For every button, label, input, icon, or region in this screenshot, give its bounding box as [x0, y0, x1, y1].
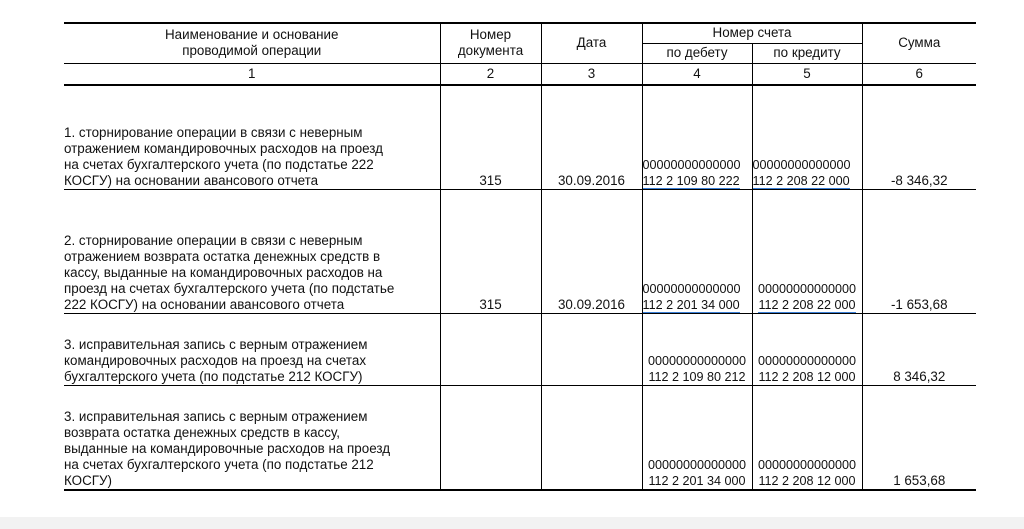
column-number: 1: [64, 63, 440, 85]
document-number: 315: [440, 189, 541, 313]
page-bottom-band: [0, 517, 1024, 529]
operation-sum: -8 346,32: [862, 85, 976, 189]
table-row: [64, 189, 976, 313]
debit-account: 00000000000000 112 2 109 80 212: [642, 313, 752, 385]
column-number: 3: [541, 63, 642, 85]
header-sum: Сумма: [862, 23, 976, 63]
column-number: 6: [862, 63, 976, 85]
column-number: 2: [440, 63, 541, 85]
operation-description: 3. исправительная запись с верным отражением возврата остатка денежных средств в кассу, выданные на командировочные расходов на проезд на счетах бухгалтерского учета (по подстатье 212 КОСГУ): [64, 385, 440, 490]
operation-date: 30.09.2016: [541, 189, 642, 313]
debit-account: 00000000000000 112 2 201 34 000: [642, 189, 752, 313]
debit-account: 00000000000000 112 2 109 80 222: [642, 85, 752, 189]
header-document-number: Номер документа: [440, 23, 541, 63]
operation-description: 3. исправительная запись с верным отражением командировочных расходов на проезд на счетах бухгалтерского учета (по подстатье 212 КОСГУ): [64, 313, 440, 385]
header-operation-name: Наименование и основание проводимой операции: [64, 23, 440, 63]
document-number: 315: [440, 85, 541, 189]
credit-account: 00000000000000 112 2 208 12 000: [752, 385, 862, 490]
operation-sum: -1 653,68: [862, 189, 976, 313]
operation-sum: 8 346,32: [862, 313, 976, 385]
operations-table: [64, 22, 976, 491]
credit-account: 00000000000000 112 2 208 22 000: [752, 189, 862, 313]
credit-account: 00000000000000 112 2 208 22 000: [752, 85, 862, 189]
table-row: [64, 313, 976, 385]
table-row: [64, 385, 976, 490]
document-number: [440, 313, 541, 385]
operation-date: [541, 385, 642, 490]
table-row: [64, 85, 976, 189]
column-number: 4: [642, 63, 752, 85]
header-debit: по дебету: [642, 43, 752, 63]
credit-account: 00000000000000 112 2 208 12 000: [752, 313, 862, 385]
operation-sum: 1 653,68: [862, 385, 976, 490]
header-row-top: [64, 23, 976, 43]
document-number: [440, 385, 541, 490]
operation-date: 30.09.2016: [541, 85, 642, 189]
header-account-number: Номер счета: [642, 23, 862, 43]
operation-date: [541, 313, 642, 385]
column-number: 5: [752, 63, 862, 85]
header-date: Дата: [541, 23, 642, 63]
operation-description: 1. сторнирование операции в связи с неверным отражением командировочных расходов на проезд на счетах бухгалтерского учета (по подстатье 222 КОСГУ) на основании авансового отчета: [64, 85, 440, 189]
debit-account: 00000000000000 112 2 201 34 000: [642, 385, 752, 490]
header-credit: по кредиту: [752, 43, 862, 63]
column-numbers-row: [64, 63, 976, 85]
operation-description: 2. сторнирование операции в связи с неверным отражением возврата остатка денежных средств в кассу, выданные на командировочных расходов на проезд на счетах бухгалтерского учета (по подстатье 222 КОСГУ) на основании авансового отчета: [64, 189, 440, 313]
